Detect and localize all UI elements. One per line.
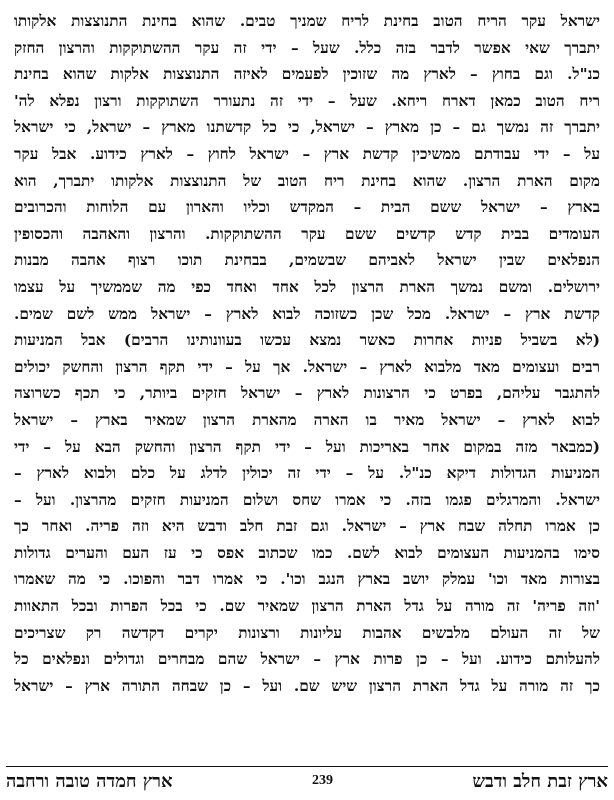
text-line: רבים ועצומים מאד מלבוא לארץ – ישראל. אך על – ידי תקף הרצון והחשק יכולים <box>14 357 600 376</box>
text-line: להתגבר עליהם, בפרט כי הרצונות לארץ – ישראל חזקים ביותר, כי תכף כשרוצה <box>14 384 600 403</box>
text-line: כן אמרו תחלה שבח ארץ – ישראל. וגם זבת חלב ודבש היא וזה פריה. ואחר כך <box>14 517 600 536</box>
text-line: המניעות הגדולות דיקא כנ"ל. על – ידי זה יכולין לדלג על כלם ולבוא לארץ – <box>14 464 600 483</box>
running-title-right: ארץ זבת חלב ודבש <box>472 770 608 792</box>
page-number: 239 <box>311 773 333 788</box>
text-line: יתברך זה נמשך גם – כן מארץ – ישראל, כי כל קדשתנו מארץ – ישראל, כי ישראל <box>14 118 600 137</box>
text-line: ריח הטוב כמאן דארח ריחא. שעל – ידי זה נתעורר השתוקקות ורצון נפלא לה' <box>14 91 600 110</box>
text-line: בארץ – ישראל ששם הבית – המקדש וכליו והארון עם הלוחות והכרובים <box>14 198 600 217</box>
text-line: על – ידי עבודתם ממשיכין קדשת ארץ – ישראל לחוץ – לארץ כידוע. אבל עקר <box>14 144 600 163</box>
text-line: (כמבאר מזה במקום אחר באריכות ועל – ידי תקף הרצון והחשק הבא על – ידי <box>14 437 600 456</box>
text-line: קדשת ארץ – ישראל. מכל שכן כשזוכה לבוא לארץ – ישראל ממש לשם שמים. <box>14 304 600 323</box>
text-line: ישראל. והמרגלים פגמו בזה. כי אמרו שחס ושלום המניעות חזקים מהרצון. ועל – <box>14 490 600 509</box>
text-line: בצורות מאד וכו' עמלק יושב בארץ הנגב וכו'. כי אמרו דבר והפוכו. כי מה שאמרו <box>14 570 600 589</box>
text-line: להעלותם כידוע. ועל – כן פרות ארץ – ישראל שהם מבחרים וגדולים ונפלאים כל <box>14 650 600 669</box>
text-line: של זה העולם מלבשים אהבות עליונות ורצונות יקרים דקדשה רק שצריכים <box>14 623 600 642</box>
page-footer <box>6 766 608 795</box>
text-line: מקום הארת הרצון. שהוא בחינת ריח הטוב של התנוצצות אלקותו יתברך, הוא <box>14 171 600 190</box>
text-line: סימו בהמניעות העצומים לבוא לשם. כמו שכתוב אפס כי עז העם והערים גדולות <box>14 543 600 562</box>
text-line: העומדים בבית קדש קדשים ששם עקר ההשתוקקות. והרצון והאהבה והכסופין <box>14 224 600 243</box>
text-line: כנ"ל. וגם בחוץ – לארץ מה שזוכין לפעמים לאיזה התנוצצות אלקות שהוא בחינת <box>14 65 600 84</box>
text-line: הנפלאים שבין ישראל לאביהם שבשמים, בבחינת תוכו רצוף אהבה מבנות <box>14 251 600 270</box>
text-line: ירושלים. ומשם נמשך הארת הרצון לכל אחד ואחד כפי מה שממשיך על עצמו <box>14 277 600 296</box>
text-line: יתברך שאי אפשר לדבר בזה כלל. שעל – ידי זה עקר ההשתוקקות והרצון החזק <box>14 38 600 57</box>
text-line: (לא בשביל פניות אחרות כאשר נמצא עכשו בעוונותינו הרבים) אבל המניעות <box>14 331 600 350</box>
text-line: כך זה מורה על גדל הארת הרצון שיש שם. ועל – כן שבחה התורה ארץ – ישראל <box>14 676 600 695</box>
text-line: לבוא לארץ – ישראל מאיר בו הארה מהארת הרצון שמאיר בארץ – ישראל <box>14 410 600 429</box>
text-line: 'וזה פריה' זה מורה על גדל הארת הרצון שמאיר שם. כי בכל הפרות ובכל התאוות <box>14 597 600 616</box>
body-text <box>14 8 600 756</box>
running-title-left: ארץ חמדה טובה ורחבה <box>6 770 173 792</box>
text-line: ישראל עקר הריח הטוב בחינת לריח שמניך טבים. שהוא בחינת התנוצצות אלקותו <box>14 12 600 30</box>
